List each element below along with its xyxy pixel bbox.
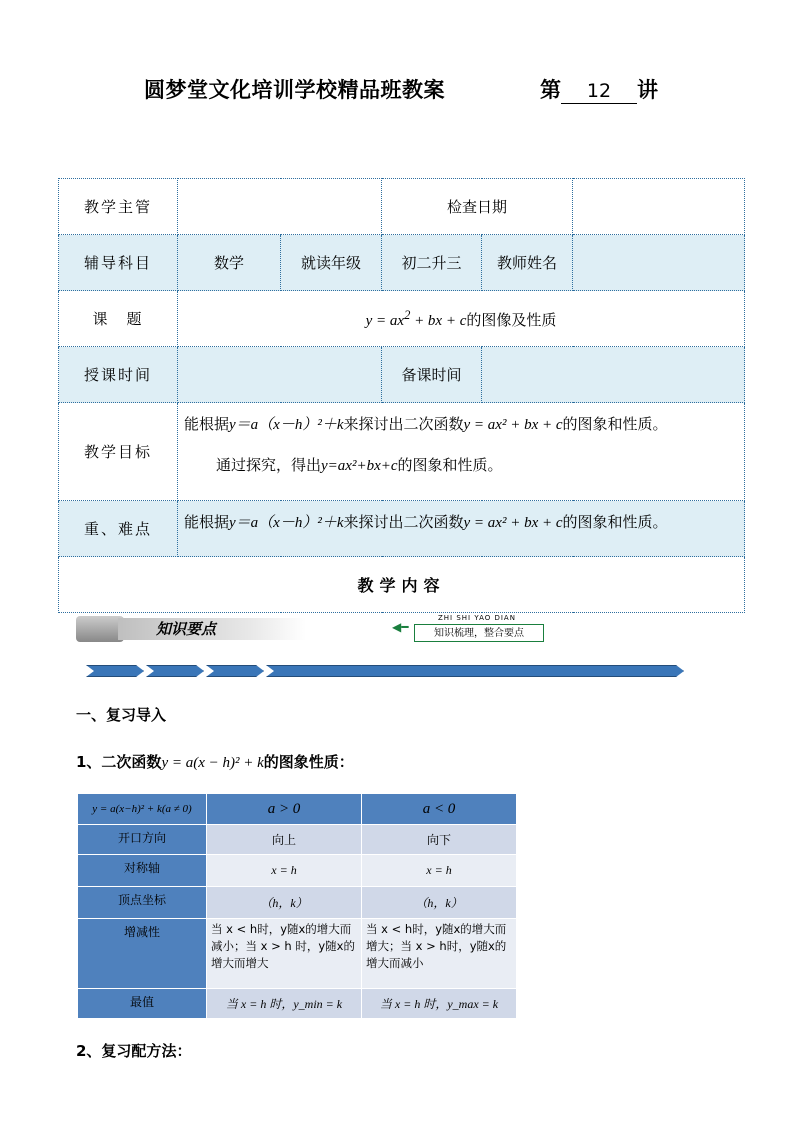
banner-subtitle: 知识梳理，整合要点 <box>414 624 544 642</box>
pin-icon: ◀━ <box>392 620 409 634</box>
check-date-value <box>573 179 745 235</box>
topic-label: 课 题 <box>59 291 178 347</box>
section-review-intro: 一、复习导入 <box>76 706 167 724</box>
prep-time-label: 备课时间 <box>382 347 482 403</box>
arrow-icon <box>146 665 204 677</box>
grade-value: 初二升三 <box>382 235 482 291</box>
head-formula: y = a(x−h)² + k(a ≠ 0) <box>78 794 207 825</box>
books-icon <box>76 616 124 642</box>
table-cell: （h，k） <box>362 887 517 919</box>
lesson-info-table <box>58 178 745 613</box>
section-completing-square: 2、复习配方法： <box>76 1042 192 1060</box>
prep-time-value <box>482 347 745 403</box>
row-label: 顶点坐标 <box>78 887 207 919</box>
properties-table <box>77 793 517 1019</box>
arrow-icon <box>86 665 144 677</box>
table-cell: 向上 <box>207 825 362 855</box>
table-row <box>59 501 745 557</box>
table-cell: 向下 <box>362 825 517 855</box>
table-cell: x = h <box>207 855 362 887</box>
lecture-number: 第 12 讲 <box>540 78 658 102</box>
table-row <box>59 291 745 347</box>
grade-label: 就读年级 <box>281 235 382 291</box>
table-cell: x = h <box>362 855 517 887</box>
table-row <box>78 887 517 919</box>
knowledge-banner <box>76 614 524 646</box>
banner-pinyin: ZHI SHI YAO DIAN <box>438 614 516 622</box>
key-points-label: 重、难点 <box>59 501 178 557</box>
table-cell: 当 x < h时，y随x的增大而减小；当 x > h 时，y随x的增大而增大 <box>207 919 362 989</box>
table-cell: 当 x = h 时，y_min = k <box>207 989 362 1019</box>
supervisor-value <box>178 179 382 235</box>
col-a-positive: a > 0 <box>207 794 362 825</box>
topic-value: $y = ax^2$ + bx + c的图像及性质 <box>178 291 745 347</box>
goal-value <box>178 403 745 501</box>
content-title: 教学内容 <box>59 557 745 613</box>
supervisor-label: 教学主管 <box>59 179 178 235</box>
class-time-value <box>178 347 382 403</box>
page-title: 圆梦堂文化培训学校精品班教案 <box>144 78 445 102</box>
table-cell: 当 x < h时，y随x的增大而增大；当 x > h时，y随x的增大而减小 <box>362 919 517 989</box>
goal-line-1: 能根据y＝a（x－h）²＋k来探讨出二次函数y = ax² + bx + c的图象和性质。 <box>184 415 668 433</box>
section-quadratic-properties: 1、二次函数y = a(x − h)² + k的图象性质： <box>76 753 354 771</box>
arrow-icon <box>206 665 264 677</box>
banner-title: 知识要点 <box>118 618 306 640</box>
goal-label: 教学目标 <box>59 403 178 501</box>
col-a-negative: a < 0 <box>362 794 517 825</box>
class-time-label: 授课时间 <box>59 347 178 403</box>
row-label: 对称轴 <box>78 855 207 887</box>
teacher-value <box>573 235 745 291</box>
table-row <box>59 403 745 501</box>
row-label: 增减性 <box>78 919 207 989</box>
table-row <box>78 794 517 825</box>
table-cell: （h，k） <box>207 887 362 919</box>
table-cell: 当 x = h 时，y_max = k <box>362 989 517 1019</box>
table-row <box>78 989 517 1019</box>
table-row <box>59 179 745 235</box>
subject-value: 数学 <box>178 235 281 291</box>
table-row <box>59 347 745 403</box>
table-row <box>78 919 517 989</box>
topic-formula: $y = ax^2$ + bx + c <box>365 307 467 329</box>
key-points-value: 能根据y＝a（x－h）²＋k来探讨出二次函数y = ax² + bx + c的图象和性质。 <box>178 501 745 557</box>
page-header <box>0 74 794 108</box>
table-row <box>78 855 517 887</box>
table-row <box>78 825 517 855</box>
table-row <box>59 557 745 613</box>
teacher-label: 教师姓名 <box>482 235 573 291</box>
row-label: 最值 <box>78 989 207 1019</box>
table-row <box>59 235 745 291</box>
subject-label: 辅导科目 <box>59 235 178 291</box>
row-label: 开口方向 <box>78 825 207 855</box>
goal-line-2: 通过探究，得出y=ax²+bx+c的图象和性质。 <box>216 456 503 474</box>
arrow-icon <box>266 665 684 677</box>
check-date-label: 检查日期 <box>382 179 573 235</box>
